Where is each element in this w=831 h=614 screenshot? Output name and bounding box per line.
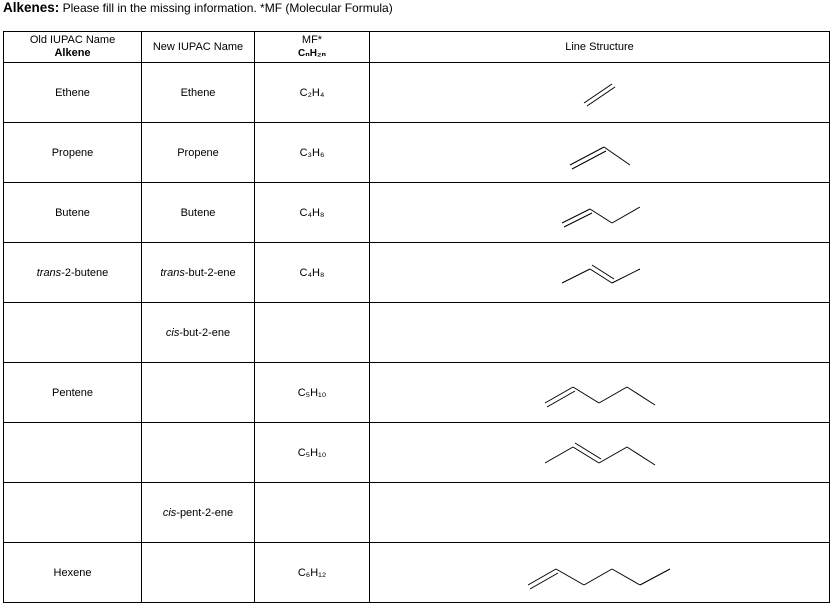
table-row (4, 423, 830, 483)
old-name-cell: Hexene (4, 543, 142, 603)
table-row (4, 63, 830, 123)
line-structure-cell (370, 363, 830, 423)
mf-cell: C₆H₁₂ (255, 543, 370, 603)
old-name-cell (4, 483, 142, 543)
table-row (4, 303, 830, 363)
line-structure-cell (370, 543, 830, 603)
new-name-cell: Propene (142, 123, 255, 183)
new-name-cell: cis-but-2-ene (142, 303, 255, 363)
new-name-cell (142, 423, 255, 483)
hexene-structure-icon (520, 553, 680, 593)
mf-header: MF* CₙH₂ₙ (255, 32, 370, 63)
new-name-cell: Ethene (142, 63, 255, 123)
mf-cell: C₃H₆ (255, 123, 370, 183)
new-name-cell: trans-but-2-ene (142, 243, 255, 303)
line-structure-header: Line Structure (370, 32, 830, 63)
old-name-cell (4, 303, 142, 363)
new-name-cell: Butene (142, 183, 255, 243)
pent-2-ene-structure-icon (535, 433, 665, 473)
mf-cell (255, 303, 370, 363)
old-name-cell: Propene (4, 123, 142, 183)
new-name-cell (142, 363, 255, 423)
alkenes-table (3, 31, 830, 603)
table-row (4, 363, 830, 423)
old-name-cell: trans-2-butene (4, 243, 142, 303)
instructions-text: Please fill in the missing information. *MF (Molecular Formula) (62, 1, 393, 15)
new-name-cell (142, 543, 255, 603)
ethene-structure-icon (570, 73, 630, 113)
old-name-cell: Ethene (4, 63, 142, 123)
line-structure-cell (370, 183, 830, 243)
line-structure-cell (370, 123, 830, 183)
mf-cell (255, 483, 370, 543)
line-structure-cell (370, 243, 830, 303)
old-name-header: Old IUPAC Name Alkene (4, 32, 142, 63)
mf-cell: C₅H₁₀ (255, 423, 370, 483)
trans-but-2-ene-structure-icon (550, 253, 650, 293)
table-row (4, 483, 830, 543)
old-name-cell (4, 423, 142, 483)
propene-structure-icon (560, 133, 640, 173)
mf-cell: C₄H₈ (255, 183, 370, 243)
new-name-cell: cis-pent-2-ene (142, 483, 255, 543)
line-structure-cell (370, 423, 830, 483)
old-name-cell: Pentene (4, 363, 142, 423)
header-row (4, 32, 830, 63)
title-label: Alkenes: (3, 0, 60, 15)
pentene-structure-icon (535, 373, 665, 413)
new-name-header: New IUPAC Name (142, 32, 255, 63)
table-row (4, 183, 830, 243)
table-row (4, 123, 830, 183)
line-structure-cell (370, 483, 830, 543)
line-structure-cell (370, 63, 830, 123)
table-row (4, 543, 830, 603)
table-row (4, 243, 830, 303)
butene-structure-icon (550, 193, 650, 233)
mf-cell: C₄H₈ (255, 243, 370, 303)
line-structure-cell (370, 303, 830, 363)
mf-cell: C₂H₄ (255, 63, 370, 123)
mf-cell: C₅H₁₀ (255, 363, 370, 423)
old-name-cell: Butene (4, 183, 142, 243)
page-title (3, 0, 393, 15)
